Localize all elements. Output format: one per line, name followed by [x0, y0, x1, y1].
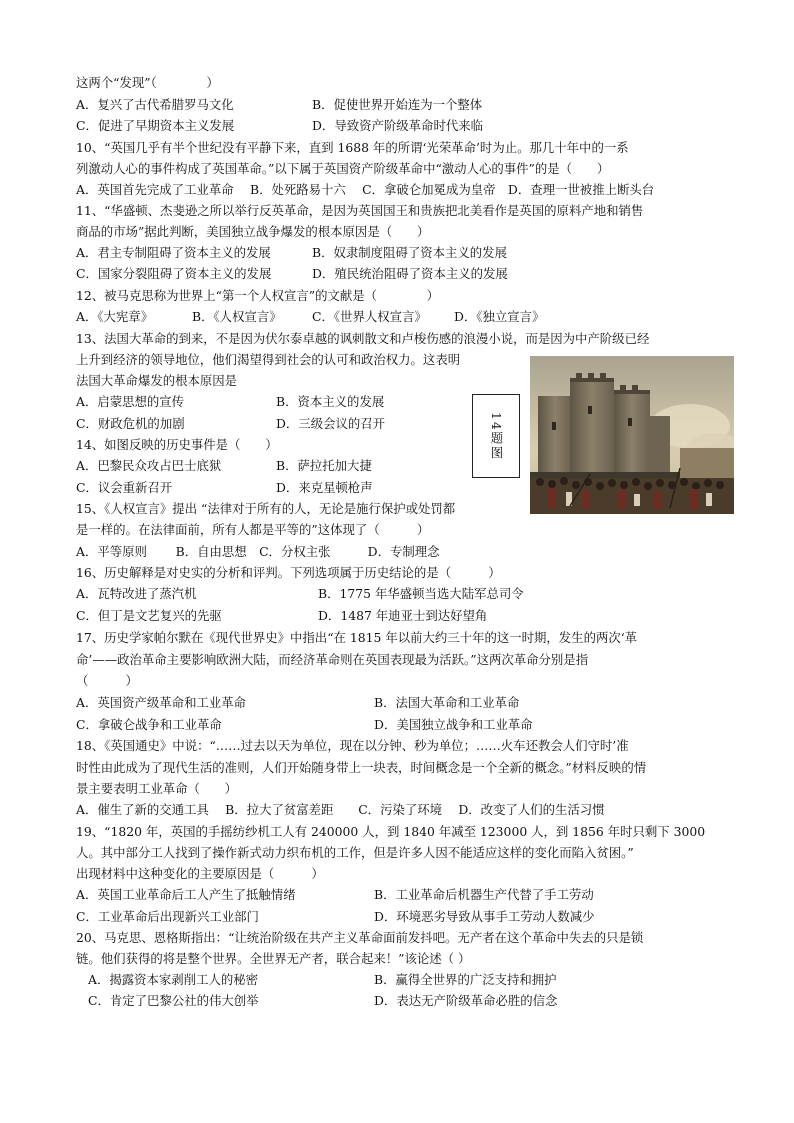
- painting-window-2: [628, 418, 632, 426]
- q13-stem-line2: 上升到经济的领导地位，他们渴望得到社会的认可和政治权力。这表明: [76, 352, 461, 367]
- q12-option-a: A．《大宪章》: [76, 309, 154, 324]
- q9-stem: 这两个“发现”（ ）: [76, 75, 219, 90]
- q9-option-b: B．促使世界开始连为一个整体: [312, 97, 483, 112]
- q16-option-d: D．1487 年迪亚士到达好望角: [318, 608, 488, 623]
- q14-option-b: B．萨拉托加大捷: [276, 458, 372, 473]
- q13-option-c: C．财政危机的加剧: [76, 416, 185, 431]
- q16-option-a: A．瓦特改进了蒸汽机: [76, 586, 197, 601]
- figure-label-box: [472, 394, 520, 478]
- q20-option-a: A．揭露资本家剥削工人的秘密: [88, 972, 259, 987]
- q17-option-a: A．英国资产级革命和工业革命: [76, 695, 247, 710]
- q12-option-d: D．《独立宣言》: [454, 309, 545, 324]
- q10-stem-line2: 列激动人心的事件构成了英国革命。”以下属于英国资产阶级革命中“激动人心的事件”的是（ ）: [76, 161, 610, 176]
- q16-stem: 16、历史解释是对史实的分析和评判。下列选项属于历史结论的是（ ）: [76, 565, 501, 580]
- q13-option-b: B．资本主义的发展: [276, 394, 385, 409]
- q15-options: A．平等原则 B．自由思想 C．分权主张 D．专制理念: [76, 544, 440, 559]
- q13-stem-line1: 13、法国大革命的到来，不是因为伏尔泰卓越的讽刺散文和卢梭伤感的浪漫小说，而是因为中产阶级已经: [76, 331, 650, 346]
- q17-stem-line3: （ ）: [76, 673, 138, 688]
- q19-stem-line3: 出现材料中这种变化的主要原因是（ ）: [76, 866, 324, 881]
- painting-window-3: [552, 422, 556, 430]
- q20-stem-line1: 20、马克思、恩格斯指出：“让统治阶级在共产主义革命面前发抖吧。无产者在这个革命中失去的只是锁: [76, 930, 644, 945]
- q11-option-a: A．君主专制阻碍了资本主义的发展: [76, 245, 271, 260]
- figure-label: 14题图: [489, 411, 504, 461]
- q17-option-d: D．美国独立战争和工业革命: [374, 717, 533, 732]
- q17-option-b: B．法国大革命和工业革命: [374, 695, 520, 710]
- q13-option-a: A．启蒙思想的宣传: [76, 394, 185, 409]
- q18-stem-line3: 景主要表明工业革命（ ）: [76, 781, 238, 796]
- painting-window: [588, 406, 592, 414]
- q14-stem: 14、如图反映的历史事件是（ ）: [76, 437, 278, 452]
- q12-stem: 12、被马克思称为世界上“第一个人权宣言”的文献是（ ）: [76, 288, 439, 303]
- q18-stem-line1: 18、《英国通史》中说：“……过去以天为单位，现在以分钟、秒为单位；……火车还教会人们守时’准: [76, 738, 629, 753]
- q9-option-a: A．复兴了古代希腊罗马文化: [76, 97, 234, 112]
- q17-option-c: C．拿破仑战争和工业革命: [76, 717, 222, 732]
- painting-tower-right: [614, 390, 650, 474]
- q20-option-c: C．肯定了巴黎公社的伟大创举: [88, 993, 259, 1008]
- q19-stem-line2: 人。其中部分工人找到了操作新式动力织布机的工作，但是许多人因不能适应这样的变化而陷入贫困。”: [76, 845, 634, 860]
- q13-stem-line3: 法国大革命爆发的根本原因是: [76, 373, 238, 388]
- q19-stem-line1: 19、“1820 年，英国的手摇纺纱机工人有 240000 人，到 1840 年减至 123000 人，到 1856 年时只剩下 3000: [76, 824, 706, 839]
- q14-option-c: C．议会重新召开: [76, 480, 173, 495]
- q14-option-d: D．来克星顿枪声: [276, 480, 373, 495]
- q17-stem-line2: 命’——政治革命主要影响欧洲大陆，而经济革命则在英国表现最为活跃。”这两次革命分别是指: [76, 652, 589, 667]
- q10-options: A．英国首先完成了工业革命 B．处死路易十六 C．拿破仑加冕成为皇帝 D．查理一世被推上断头台: [76, 182, 655, 197]
- q19-option-d: D．环境恶劣导致从事手工劳动人数减少: [374, 909, 595, 924]
- q18-options: A．催生了新的交通工具 B．拉大了贫富差距 C．污染了环境 D．改变了人们的生活习惯: [76, 802, 605, 817]
- q19-option-a: A．英国工业革命后工人产生了抵触情绪: [76, 887, 296, 902]
- q14-option-a: A．巴黎民众攻占巴士底狱: [76, 458, 222, 473]
- q9-option-c: C．促进了早期资本主义发展: [76, 118, 235, 133]
- q19-option-c: C．工业革命后出现新兴工业部门: [76, 909, 259, 924]
- q9-option-d: D．导致资产阶级革命时代来临: [312, 118, 484, 133]
- q17-stem-line1: 17、历史学家帕尔默在《现代世界史》中指出“在 1815 年以前大约三十年的这一时期，发生的两次‘革: [76, 630, 638, 645]
- painting-bridge: [530, 472, 680, 478]
- q10-stem-line1: 10、“英国几乎有半个世纪没有平静下来，直到 1688 年的所谓‘光荣革命’时为止。那几十年中的一系: [76, 140, 629, 155]
- q11-option-c: C．国家分裂阻碍了资本主义的发展: [76, 266, 272, 281]
- q11-option-b: B．奴隶制度阻碍了资本主义的发展: [312, 245, 507, 260]
- q20-stem-line2: 链。他们获得的将是整个世界。全世界无产者，联合起来！”该论述（ ）: [76, 951, 471, 966]
- painting-tower-left: [538, 396, 572, 474]
- q15-stem-line1: 15、《人权宣言》提出 “法律对于所有的人，无论是施行保护或处罚都: [76, 501, 456, 516]
- q16-option-c: C．但丁是文艺复兴的先驱: [76, 608, 222, 623]
- bastille-painting-image: [530, 356, 734, 514]
- q20-option-d: D．表达无产阶级革命必胜的信念: [374, 993, 558, 1008]
- q20-option-b: B．赢得全世界的广泛支持和拥护: [374, 972, 557, 987]
- q12-option-c: C．《世界人权宣言》: [312, 309, 427, 324]
- q16-option-b: B．1775 年华盛顿当选大陆军总司令: [318, 586, 524, 601]
- q18-stem-line2: 时性由此成为了现代生活的准则，人们开始随身带上一块表，时间概念是一个全新的概念。”材料反映的情: [76, 760, 647, 775]
- q15-stem-line2: 是一样的。在法律面前，所有人都是平等的”这体现了（ ）: [76, 522, 430, 537]
- painting-tower-center: [570, 378, 614, 474]
- painting-crowd-ground: [530, 478, 734, 514]
- q11-option-d: D．殖民统治阻碍了资本主义的发展: [312, 266, 508, 281]
- q13-option-d: D．三级会议的召开: [276, 416, 386, 431]
- q19-option-b: B．工业革命后机器生产代替了手工劳动: [374, 887, 594, 902]
- painting-wall: [648, 416, 670, 474]
- q12-option-b: B．《人权宣言》: [192, 309, 282, 324]
- q11-stem-line1: 11、“华盛顿、杰斐逊之所以举行反英革命，是因为英国国王和贵族把北美看作是英国的原料产地和销售: [76, 203, 644, 218]
- q11-stem-line2: 商品的市场”据此判断，美国独立战争爆发的根本原因是（ ）: [76, 224, 430, 239]
